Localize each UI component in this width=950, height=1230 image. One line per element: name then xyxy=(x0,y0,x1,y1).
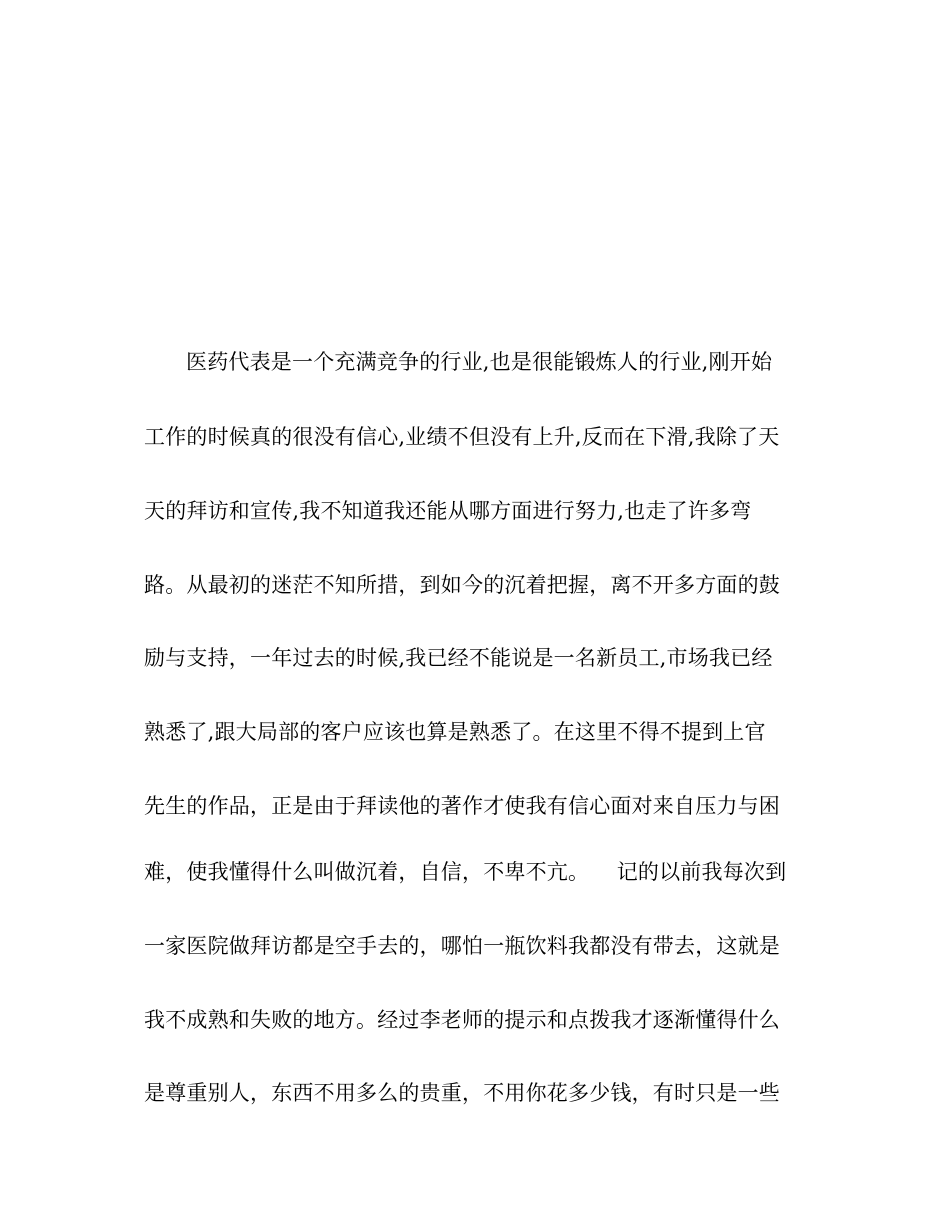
paragraph-line: 是尊重别人，东西不用多么的贵重，不用你花多少钱，有时只是一些 xyxy=(144,1081,780,1105)
paragraph-line: 路。从最初的迷茫不知所措，到如今的沉着把握，离不开多方面的鼓 xyxy=(144,573,780,597)
paragraph-line: 我不成熟和失败的地方。经过李老师的提示和点拨我才逐渐懂得什么 xyxy=(144,1008,780,1032)
paragraph-line: 励与支持，一年过去的时候,我已经不能说是一名新员工,市场我已经 xyxy=(144,646,773,670)
paragraph-line: 天的拜访和宣传,我不知道我还能从哪方面进行努力,也走了许多弯 xyxy=(144,499,752,523)
paragraph-line: 工作的时候真的很没有信心,业绩不但没有上升,反而在下滑,我除了天 xyxy=(144,425,780,449)
paragraph-line: 熟悉了,跟大局部的客户应该也算是熟悉了。在这里不得不提到上官 xyxy=(144,720,766,744)
paragraph-line: 一家医院做拜访都是空手去的，哪怕一瓶饮料我都没有带去，这就是 xyxy=(144,934,780,958)
paragraph-line: 先生的作品，正是由于拜读他的著作才使我有信心面对来自压力与困 xyxy=(144,794,780,818)
paragraph-line: 难，使我懂得什么叫做沉着，自信，不卑不亢。 记的以前我每次到 xyxy=(144,860,787,884)
paragraph-line: 医药代表是一个充满竞争的行业,也是很能锻炼人的行业,刚开始 xyxy=(186,350,773,374)
